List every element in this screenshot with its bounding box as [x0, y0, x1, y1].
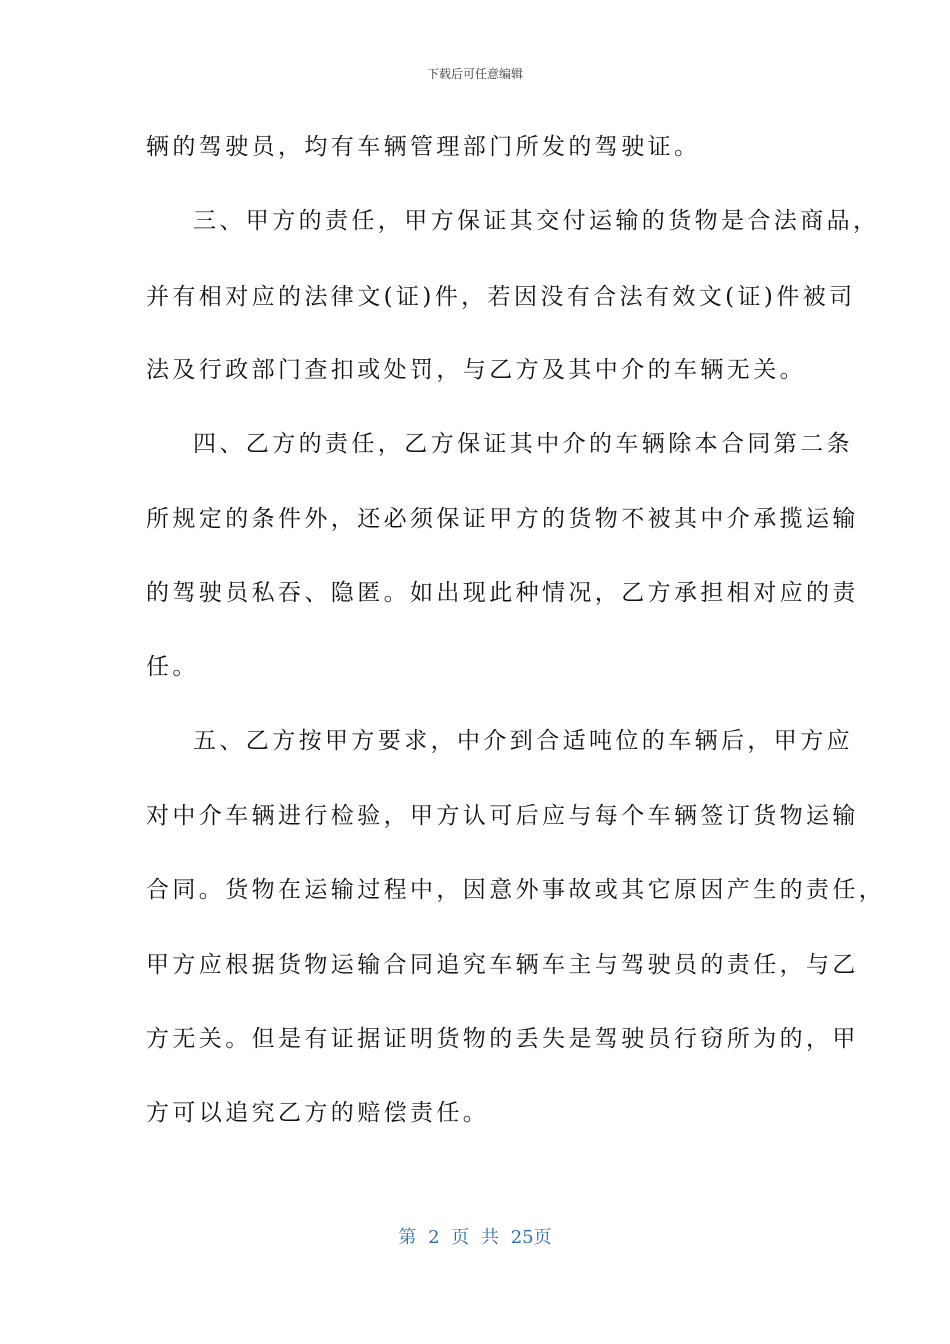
- text-line: 任。: [146, 654, 199, 680]
- text-line: 方无关。但是有证据证明货物的丢失是驾驶员行窃所为的，甲: [146, 1026, 859, 1052]
- text-line: 合同。货物在运输过程中，因意外事故或其它原因产生的责任，: [146, 877, 886, 903]
- text-line: 五、乙方按甲方要求，中介到合适吨位的车辆后，甲方应: [193, 728, 853, 754]
- text-line: 三、甲方的责任，甲方保证其交付运输的货物是合法商品，: [193, 208, 880, 234]
- text-line: 辆的驾驶员，均有车辆管理部门所发的驾驶证。: [146, 134, 701, 160]
- text-line: 四、乙方的责任，乙方保证其中介的车辆除本合同第二条: [193, 431, 853, 457]
- text-line: 甲方应根据货物运输合同追究车辆车主与驾驶员的责任，与乙: [146, 952, 859, 978]
- text-line: 对中介车辆进行检验，甲方认可后应与每个车辆签订货物运输: [146, 803, 859, 829]
- text-line: 法及行政部门查扣或处罚，与乙方及其中介的车辆无关。: [146, 357, 806, 383]
- text-line: 并有相对应的法律文(证)件，若因没有合法有效文(证)件被司: [146, 284, 856, 310]
- text-line: 所规定的条件外，还必须保证甲方的货物不被其中介承揽运输: [146, 506, 859, 532]
- page-number: 第 2 页 共 25页: [398, 1227, 552, 1248]
- text-line: 的驾驶员私吞、隐匿。如出现此种情况，乙方承担相对应的责: [146, 580, 859, 606]
- page-header: 下载后可任意编辑: [426, 67, 523, 81]
- text-line: 方可以追究乙方的赔偿责任。: [146, 1100, 490, 1126]
